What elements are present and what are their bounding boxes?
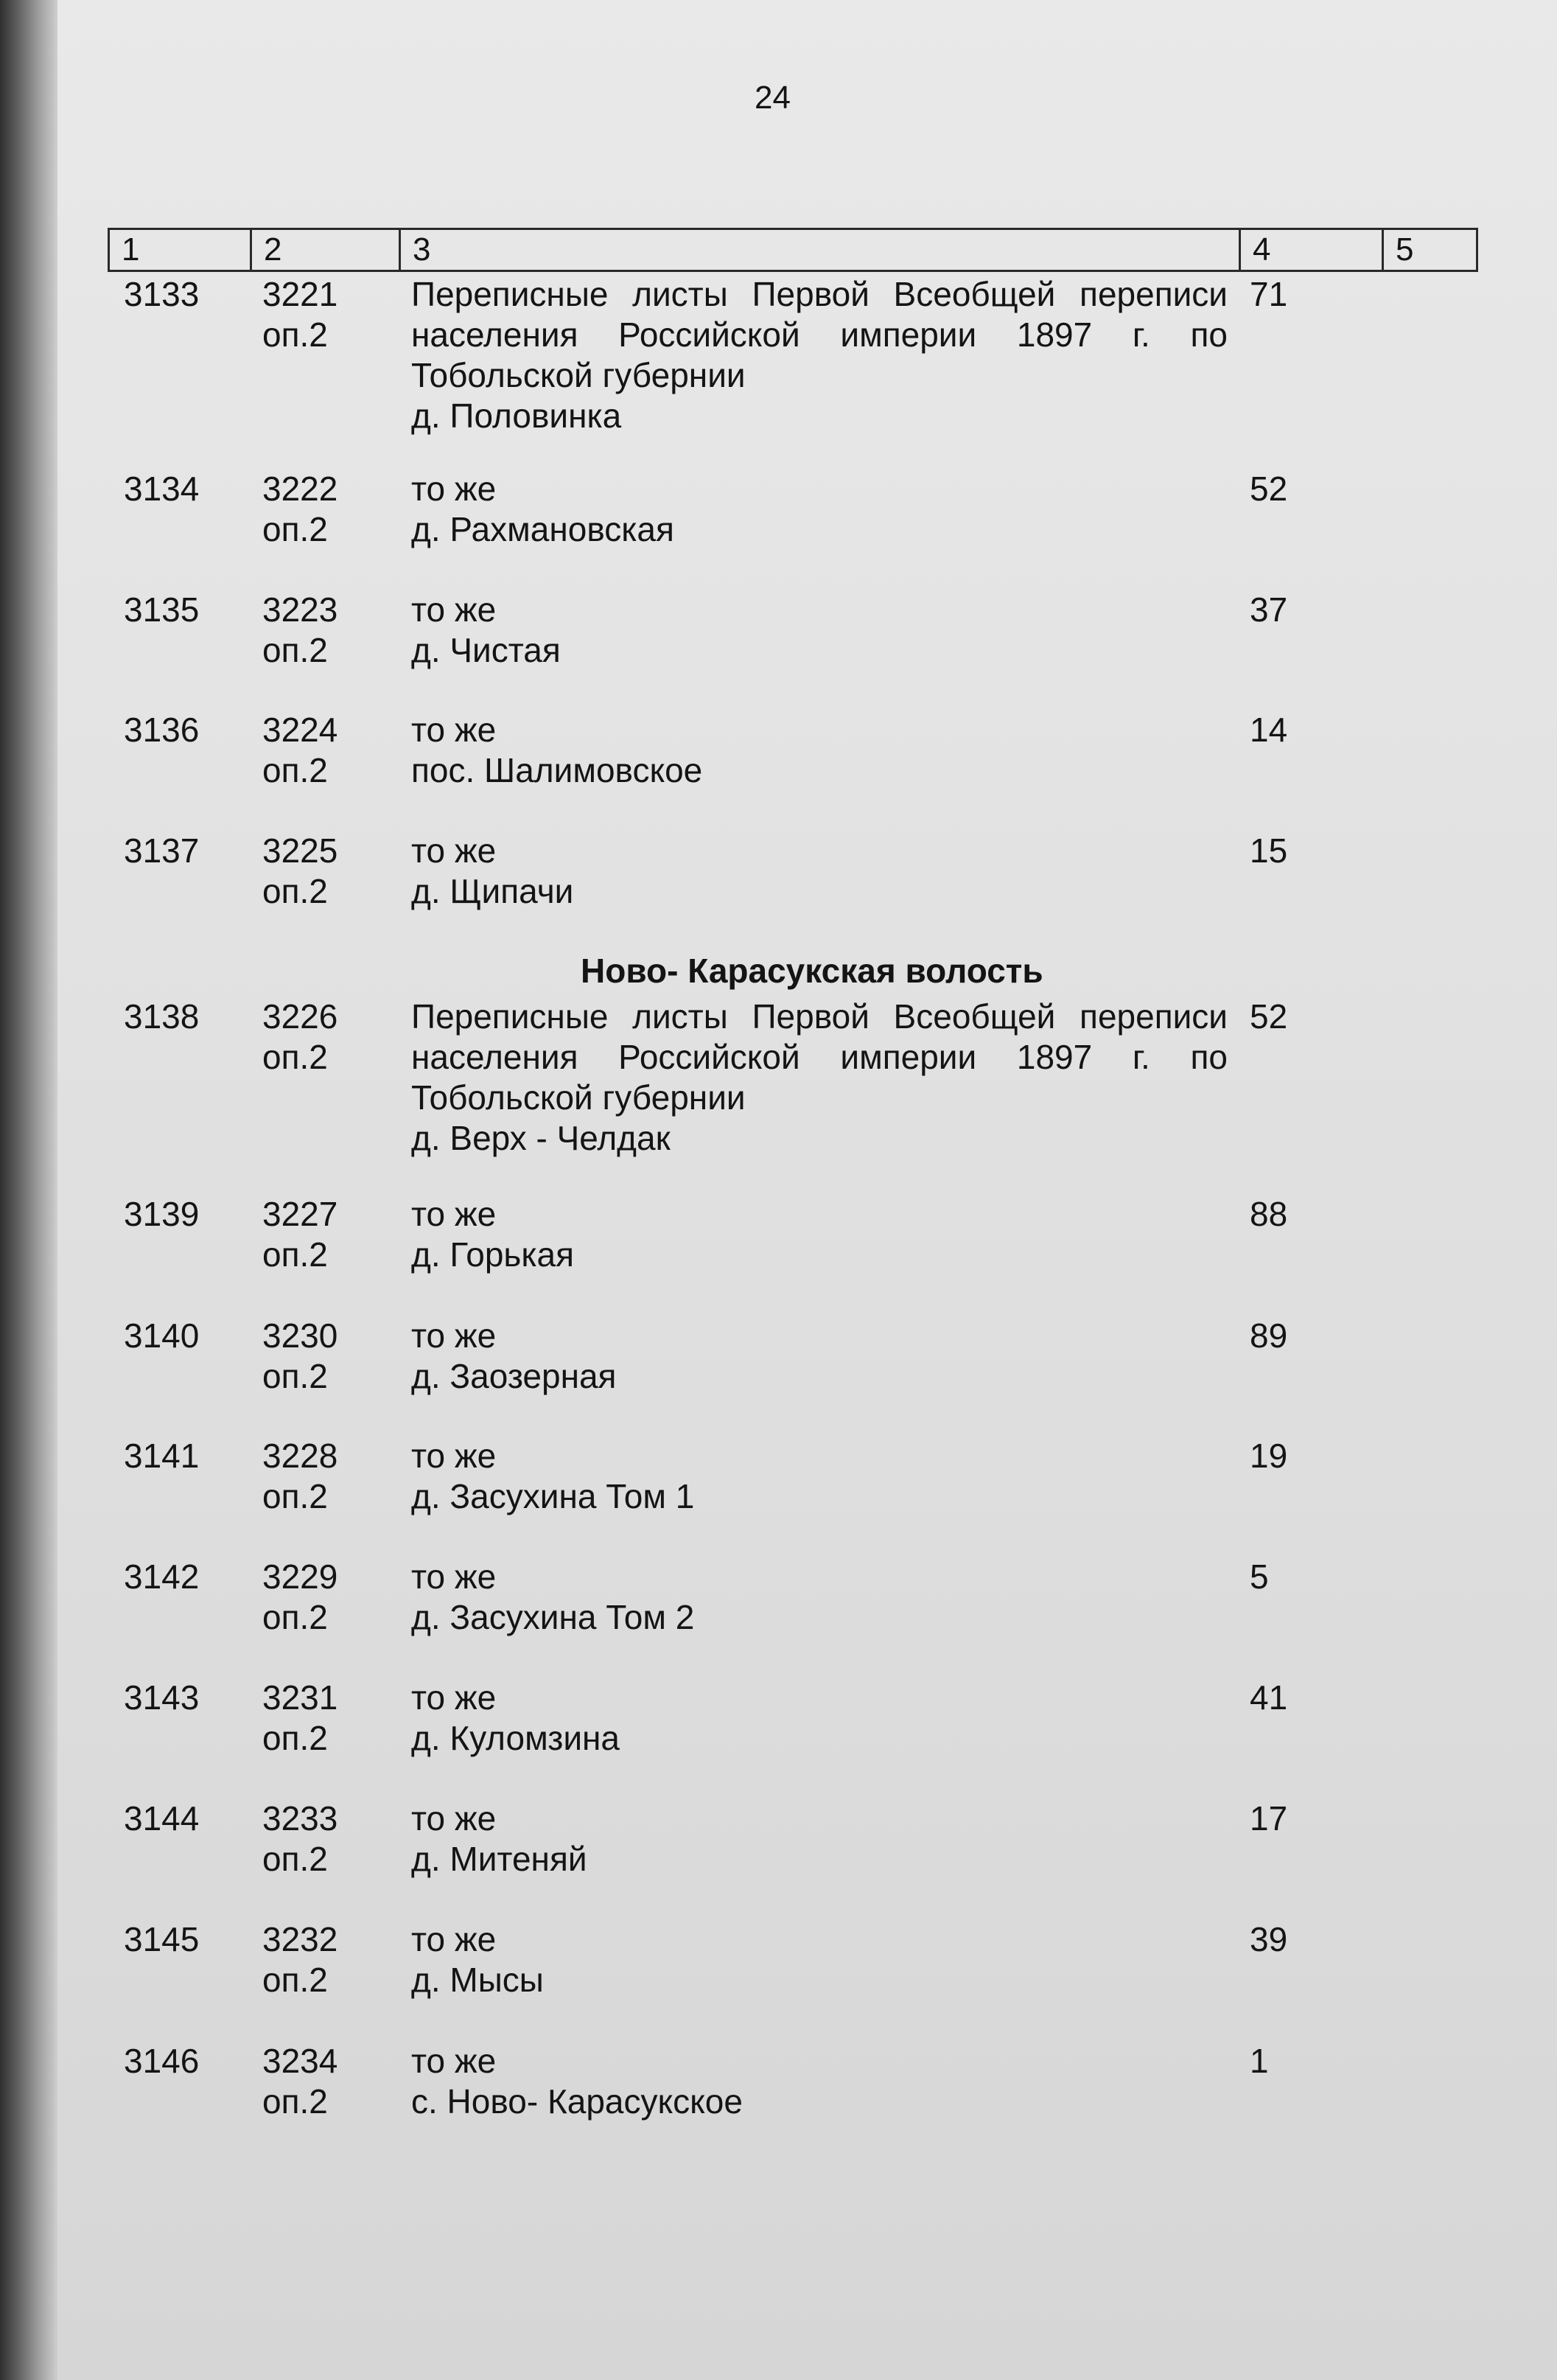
item-number: 3144 [124,1799,200,1838]
file-number: 3230 оп.2 [262,1316,338,1395]
file-number: 3234 оп.2 [262,2042,338,2121]
item-number: 3135 [124,590,200,629]
item-number: 3142 [124,1557,200,1596]
sheet-count: 5 [1250,1557,1269,1596]
file-title: то же д. Митеняй [411,1799,587,1878]
file-title: Переписные листы Первой Всеобщей переписи населения Российской империи 1897 г. по Тобольской губернии д. Половинка [411,275,1228,435]
file-title: то же с. Ново- Карасукское [411,2042,743,2121]
sheet-count: 14 [1250,711,1288,749]
file-number: 3231 оп.2 [262,1678,338,1757]
file-title: то же д. Куломзина [411,1678,620,1757]
file-title: то же д. Заозерная [411,1316,617,1395]
file-title: то же д. Горькая [411,1195,574,1274]
sheet-count: 89 [1250,1316,1288,1355]
header-col-2: 2 [250,230,399,270]
header-col-1: 1 [122,231,140,268]
item-number: 3134 [124,470,200,508]
header-col-3: 3 [399,230,1239,270]
file-number: 3233 оп.2 [262,1799,338,1878]
file-number: 3232 оп.2 [262,1920,338,1999]
file-number: 3227 оп.2 [262,1195,338,1274]
file-number: 3221 оп.2 [262,275,338,354]
file-title: то же д. Рахмановская [411,470,674,548]
file-number: 3229 оп.2 [262,1557,338,1636]
file-number: 3222 оп.2 [262,470,338,548]
item-number: 3139 [124,1195,200,1233]
file-title: то же д. Засухина Том 2 [411,1557,695,1636]
sheet-count: 17 [1250,1799,1288,1838]
item-number: 3138 [124,997,200,1036]
file-number: 3224 оп.2 [262,711,338,789]
item-number: 3140 [124,1316,200,1355]
file-number: 3228 оп.2 [262,1437,338,1515]
file-number: 3225 оп.2 [262,831,338,910]
sheet-count: 1 [1250,2042,1269,2080]
item-number: 3137 [124,831,200,870]
sheet-count: 88 [1250,1195,1288,1233]
sheet-count: 15 [1250,831,1288,870]
sheet-count: 41 [1250,1678,1288,1717]
item-number: 3136 [124,711,200,749]
book-spine-shadow [0,0,57,2380]
file-number: 3223 оп.2 [262,590,338,669]
sheet-count: 52 [1250,997,1288,1036]
sheet-count: 19 [1250,1437,1288,1475]
section-title-text: Ново- Карасукская волость [581,952,1043,990]
file-title: то же пос. Шалимовское [411,711,703,789]
file-title: Переписные листы Первой Всеобщей переписи населения Российской империи 1897 г. по Тобольской губернии д. Верх - Челдак [411,997,1228,1157]
item-number: 3143 [124,1678,200,1717]
document-page [57,0,1557,2380]
item-number: 3133 [124,275,200,313]
page-number: 24 [755,80,791,116]
file-number: 3226 оп.2 [262,997,338,1076]
file-title: то же д. Мысы [411,1920,544,1999]
item-number: 3146 [124,2042,200,2080]
file-title: то же д. Засухина Том 1 [411,1437,695,1515]
sheet-count: 52 [1250,470,1288,508]
header-col-4: 4 [1239,230,1382,270]
item-number: 3141 [124,1437,200,1475]
table-header [108,228,1478,272]
sheet-count: 37 [1250,590,1288,629]
file-title: то же д. Щипачи [411,831,574,910]
file-title: то же д. Чистая [411,590,561,669]
header-col-5: 5 [1382,230,1480,270]
item-number: 3145 [124,1920,200,1958]
sheet-count: 39 [1250,1920,1288,1958]
sheet-count: 71 [1250,275,1288,313]
